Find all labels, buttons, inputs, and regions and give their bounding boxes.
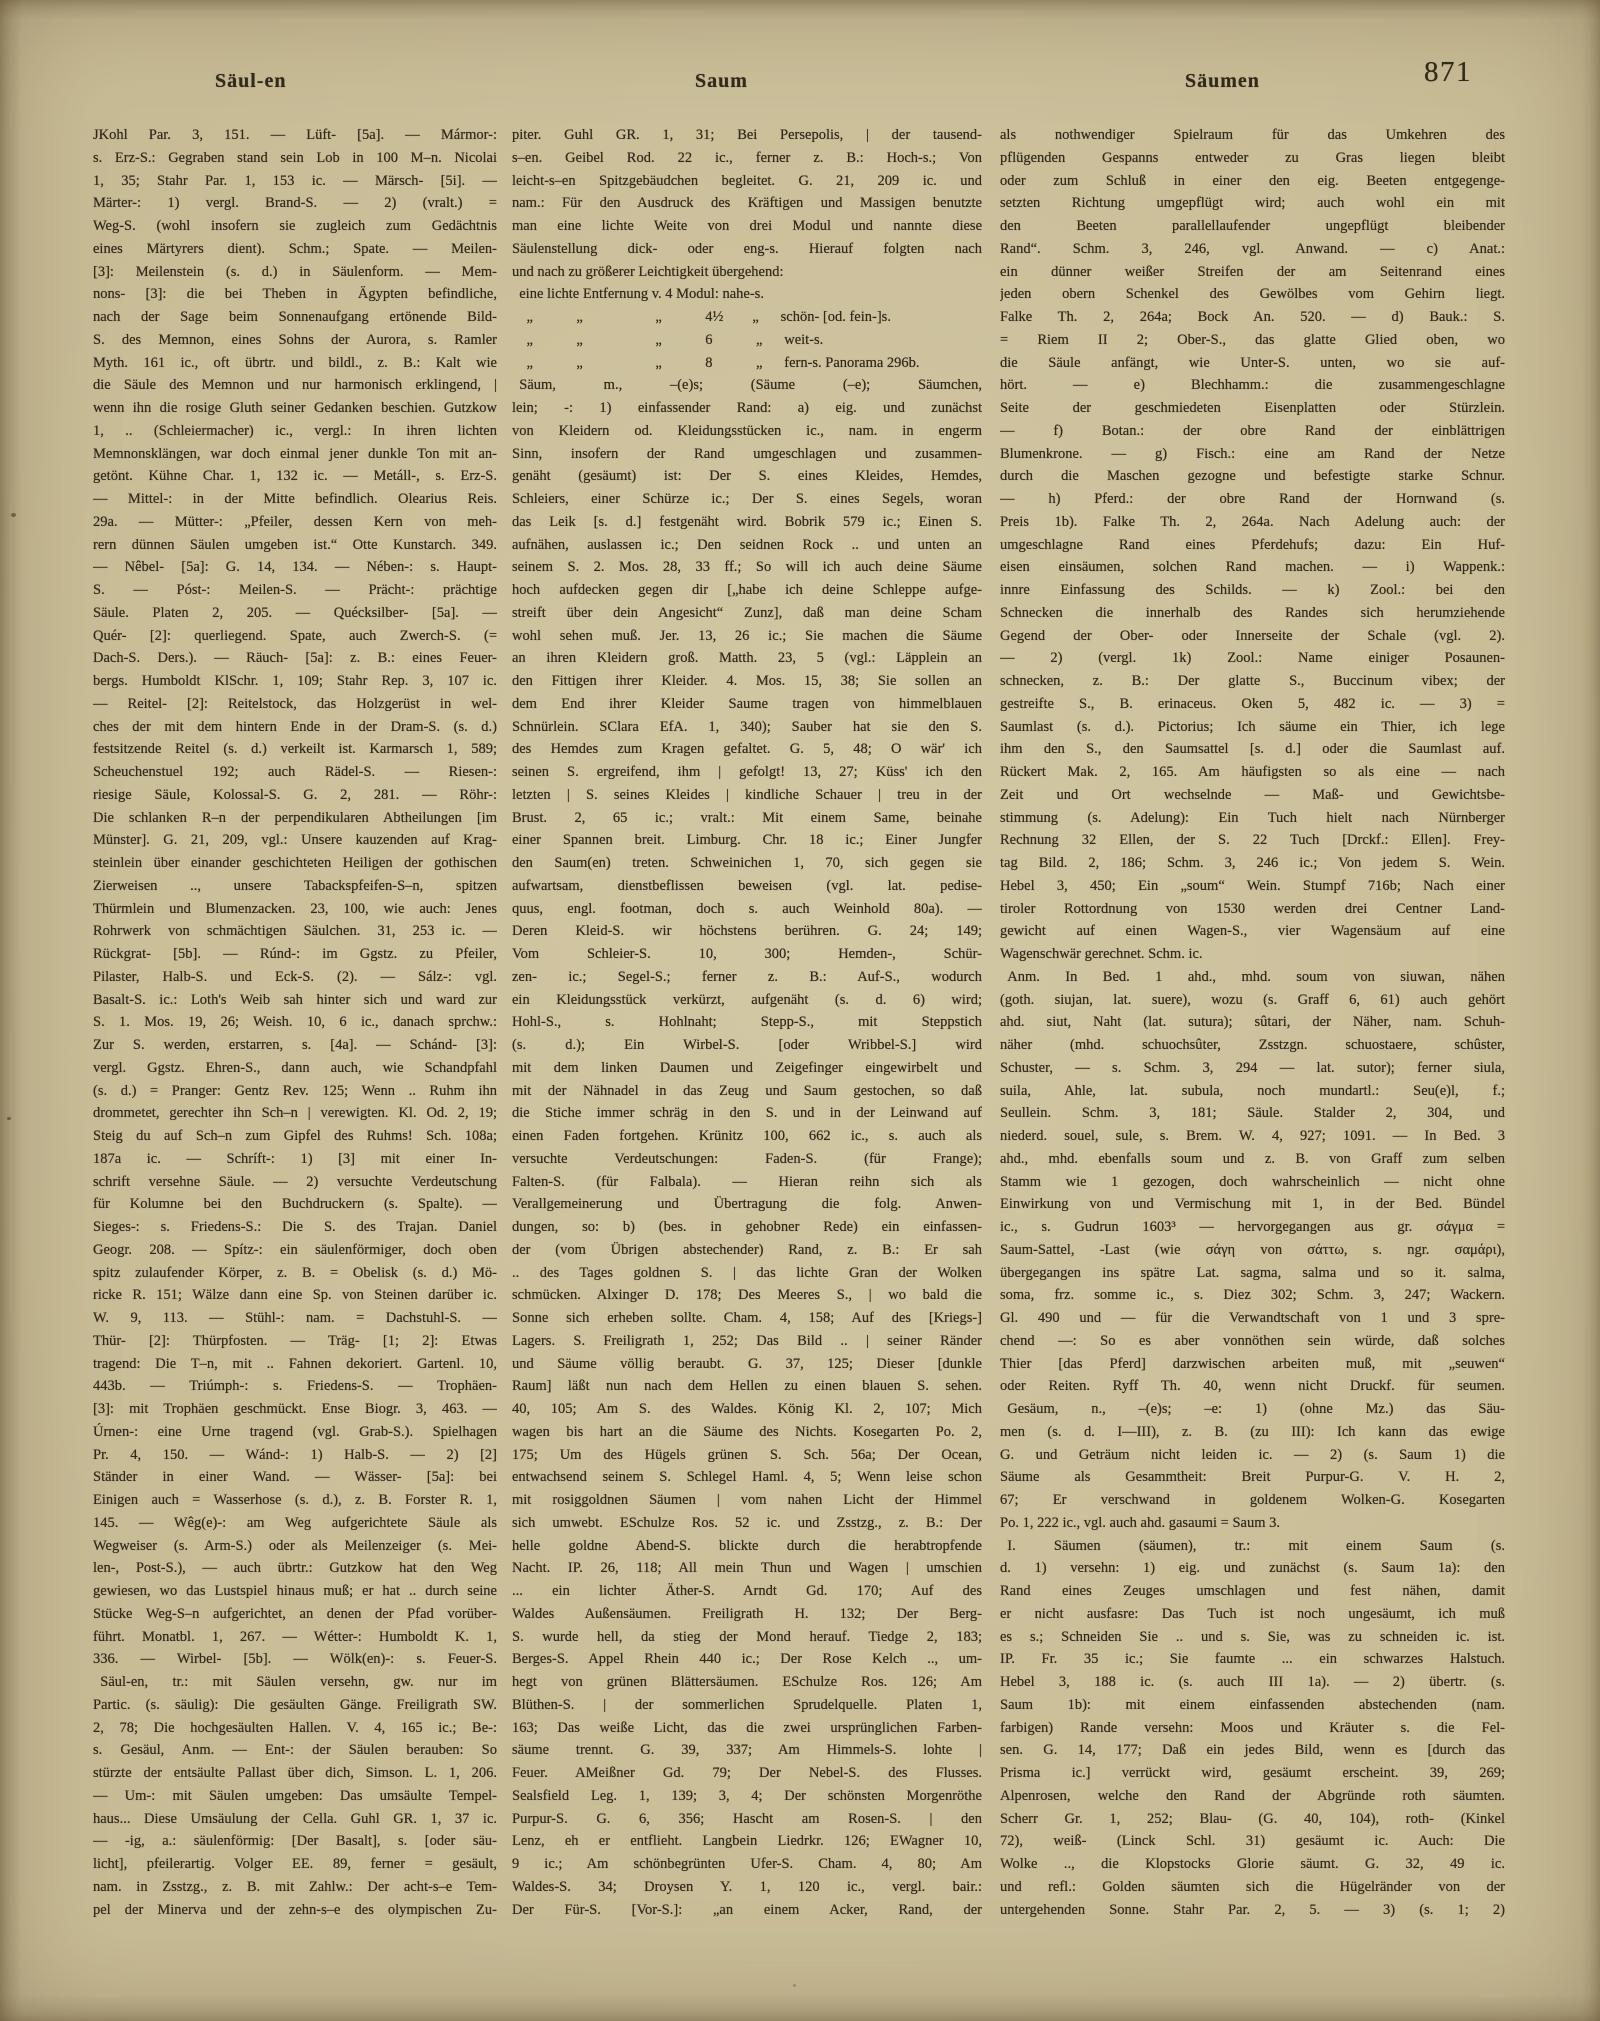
text-line: hoch aufdecken gegen dir [„habe ich deine Schleppe aufge- (512, 582, 982, 598)
text-line: Hohl-S., s. Hohlnaht; Stepp-S., mit Steppstich (512, 1014, 982, 1031)
text-line: Seite der geschmiedeten Eisenplatten oder Stürzlein. (1000, 400, 1505, 416)
text-line: Falten-S. (für Falbala). — Hieran reihn sich als (512, 1173, 982, 1190)
text-line: mit rosiggoldnen Säumen | vom nahen Licht der Himmel (512, 1492, 982, 1508)
text-line: er nicht ausfasre: Das Tuch ist noch ungesäumt, ich muß (1000, 1605, 1505, 1622)
text-line: 1, 35; Stahr Par. 1, 153 ic. — Märsch- [5i]. — (93, 172, 497, 189)
text-line: nam. in Zsstzg., z. B. mit Zahlw.: Der acht-s–e Tem- (93, 1878, 497, 1895)
text-line: vergl. Ggstz. Ehren-S., dann auch, wie Schandpfahl (93, 1059, 497, 1076)
text-line: stimmung (s. Adelung): Ein Tuch hielt nach Nürnberger (1000, 809, 1505, 826)
text-line: spitz zulaufender Körper, z. B. = Obelisk (s. d.) Mö- (93, 1264, 497, 1281)
text-line: 2, 78; Die hochgesäulten Hallen. V. 4, 165 ic.; Be-: (93, 1719, 497, 1736)
text-line: Lenz, eh er entflieht. Langbein Liedrkr. 126; EWagner 10, (512, 1833, 982, 1850)
text-line: hegt von grünen Blättersäumen. ESchulze Ros. 126; Am (512, 1674, 982, 1690)
text-line: sen. G. 14, 177; Daß ein jedes Bild, wenn es [durch das (1000, 1742, 1505, 1759)
text-line: „ „ „ 8 „ fern-s. Panorama 296b. (512, 354, 920, 371)
text-line: 29a. — Mütter-: „Pfeiler, dessen Kern von meh- (93, 513, 497, 530)
text-line: das Leik [s. d.] festgenäht wird. Bobrik 579 ic.; Einen S. (512, 513, 982, 530)
text-line: Gesäum, n., –(e)s; –e: 1) (ohne Mz.) das Säu- (1000, 1401, 1505, 1417)
text-line: den Saum(en) treten. Schweinichen 1, 70, sich gegen sie (512, 855, 982, 871)
text-line: die Säule anfängt, wie Unter-S. unten, wo sie auf- (1000, 354, 1505, 371)
text-line: — Mittel-: in der Mitte befindlich. Olearius Reis. (93, 491, 497, 507)
text-line: als nothwendiger Spielraum für das Umkehren des (1000, 127, 1505, 143)
text-line: Säulenstellung dick- oder eng-s. Hierauf folgten nach (512, 240, 982, 257)
text-line: — Reitel- [2]: Reitelstock, das Holzgerüst in wel- (93, 695, 497, 712)
text-line: untergehenden Sonne. Stahr Par. 2, 5. — 3) (s. 1; 2) (1000, 1901, 1505, 1918)
text-line: drommetet, gerechter ihn Sch–n | verewigten. Kl. Od. 2, 19; (93, 1105, 497, 1122)
text-line: Thür- [2]: Thürpfosten. — Träg- [1; 2]: Etwas (93, 1332, 497, 1349)
text-line: — Um-: mit Säulen umgeben: Das umsäulte Tempel- (93, 1787, 497, 1804)
text-line: von Kleidern od. Kleidungsstücken ic., nam. in engerm (512, 422, 982, 439)
text-line: Thürmlein und Blumenzacken. 23, 100, wie auch: Jenes (93, 900, 497, 917)
text-line: seinem S. 2. Mos. 28, 33 ff.; So will ich auch deine Säume (512, 559, 982, 576)
text-line: IP. Fr. 35 ic.; Sie faumte ... ein schwarzes Halstuch. (1000, 1651, 1505, 1668)
text-line: Preis 1b). Falke Th. 2, 264a. Nach Adelung auch: der (1000, 513, 1505, 530)
text-line: Wagenschwär gerechnet. Schm. ic. (1000, 946, 1203, 962)
text-line: 40, 105; Am S. des Waldes. König Kl. 2, 107; Mich (512, 1401, 982, 1417)
text-line: durch die Maschen gezogne und befestigte starke Schnur. (1000, 468, 1505, 485)
text-line: Scheuchenstuel 192; auch Rädel-S. — Riesen-: (93, 764, 497, 780)
text-line: festsitzende Reitel (s. d.) verkeilt ist. Karmarsch 1, 589; (93, 741, 497, 758)
text-line: Anm. In Bed. 1 ahd., mhd. soum von siuwan, nähen (1000, 968, 1505, 985)
text-line: soma, frz. somme ic., s. Diez 302; Schm. 3, 247; Wackern. (1000, 1287, 1505, 1304)
text-line: S. — Póst-: Meilen-S. — Prächt-: prächtige (93, 582, 497, 598)
text-line: nons- [3]: die bei Theben in Ägypten befindliche, (93, 286, 497, 303)
text-line: 175; Um des Hügels grünen S. Sch. 56a; Der Ocean, (512, 1446, 982, 1463)
text-line: Blüthen-S. | der sommerlichen Sprudelquelle. Platen 1, (512, 1696, 982, 1713)
text-line: Nacht. IP. 26, 118; All mein Thun und Wagen | umschien (512, 1560, 982, 1577)
text-line: Quér- [2]: querliegend. Spate, auch Zwerch-S. (= (93, 627, 497, 644)
text-line: Brust. 2, 65 ic.; vralt.: Mit einem Same, beinahe (512, 809, 982, 826)
guide-word-middle: Saum (695, 70, 748, 92)
text-line: mit dem linken Daumen und Zeigefinger eingewirbelt und (512, 1059, 982, 1076)
text-line: Ständer in einer Wand. — Wässer- [5a]: bei (93, 1469, 497, 1486)
text-line: Basalt-S. ic.: Loth's Weib sah hinter sich und ward zur (93, 991, 497, 1008)
text-line: die Säule des Memnon und nur harmonisch erklingend, | (93, 377, 497, 394)
text-line: tragend: Die T–n, mit .. Fahnen dekoriert. Gartenl. 10, (93, 1355, 497, 1372)
text-line: für Kolumne bei den Buchdruckern (s. Spalte). — (93, 1196, 497, 1213)
text-line: G. und Geträum nicht leiden ic. — 2) (s. Saum 1) die (1000, 1446, 1505, 1463)
text-line: Deren Kleid-S. wir höchstens berühren. G. 24; 149; (512, 923, 982, 940)
paper-speck (11, 513, 16, 517)
text-line: Rand eines Zeuges umschlagen und fest nähen, damit (1000, 1583, 1505, 1599)
paper-speck (793, 1984, 796, 1987)
text-line: den Fittigen ihrer Kleider. 4. Mos. 15, 38; Sie sollen an (512, 673, 982, 689)
text-line: chend —: So es aber vonnöthen sein würde, daß solches (1000, 1332, 1505, 1349)
text-line: ches der mit dem hintern Ende in der Dram-S. (s. d.) (93, 718, 497, 735)
text-line: Falke Th. 2, 264a; Bock An. 520. — d) Bauk.: S. (1000, 309, 1505, 325)
text-line: licht], pfeilerartig. Volger EE. 89, ferner = gesäult, (93, 1856, 497, 1872)
guide-word-right: Säumen (1185, 70, 1260, 92)
text-line: Pilaster, Halb-S. und Eck-S. (2). — Sálz-: vgl. (93, 968, 497, 985)
text-line: Partic. (s. säulig): Die gesäulten Gänge. Freiligrath SW. (93, 1696, 497, 1713)
text-line: innre Einfassung des Schilds. — k) Zool.: bei den (1000, 582, 1505, 598)
text-line: Zur S. werden, erstarren, s. [4a]. — Schánd- [3]: (93, 1037, 497, 1053)
text-line: helle goldne Abend-S. blickte durch die herabtropfende (512, 1537, 982, 1554)
text-line: Säul-en, tr.: mit Säulen versehn, gw. nur im (93, 1674, 497, 1690)
text-line: schmücken. Alxinger D. 178; Des Meeres S., | wo bald die (512, 1287, 982, 1304)
text-column-3 (1000, 124, 1505, 1921)
text-line: Saumlast (s. d.). Pictorius; Ich säume ein Thier, ich lege (1000, 718, 1505, 735)
text-line: [3]: mit Trophäen geschmückt. Ense Biogr. 3, 463. — (93, 1401, 497, 1417)
text-line: Sonne sich erheben sollte. Cham. 4, 158; Auf des [Kriegs-] (512, 1310, 982, 1326)
text-line: Purpur-S. G. 6, 356; Hascht am Rosen-S. | den (512, 1810, 982, 1827)
text-line: — 2) (vergl. 1k) Zool.: Name einiger Posaunen- (1000, 650, 1505, 667)
text-line: Wegweiser (s. Arm-S.) oder als Meilenzeiger (s. Mei- (93, 1537, 497, 1554)
text-line: Schleiers, einer Schürze ic.; Der S. eines Segels, woran (512, 491, 982, 507)
text-line: pel der Minerva und der zehn-s–e des olympischen Zu- (93, 1901, 497, 1918)
text-line: Schnecken die innerhalb des Randes sich herumziehende (1000, 604, 1505, 621)
text-column-2 (512, 124, 982, 1921)
text-line: suila, Ahle, lat. subula, noch mundartl.: Seu(e)l, f.; (1000, 1082, 1505, 1099)
text-line: pflügenden Gespanns entweder zu Gras liegen bleibt (1000, 149, 1505, 166)
text-line: ein Kleidungsstück verkürzt, aufgenäht (s. d. 6) wird; (512, 991, 982, 1008)
text-line: ic., s. Gudrun 1603³ — hervorgegangen aus gr. σάγμα = (1000, 1219, 1505, 1235)
text-line: lein; -: 1) einfassender Rand: a) eig. und zunächst (512, 400, 982, 416)
text-line: seinen S. ergreifend, ihm | gefolgt! 13, 27; Küss' ich den (512, 764, 982, 780)
text-line: Seullein. Schm. 3, 181; Säule. Stalder 2, 304, und (1000, 1105, 1505, 1122)
text-line: piter. Guhl GR. 1, 31; Bei Persepolis, | der tausend- (512, 127, 982, 143)
text-line: Steig du auf Sch–n zum Gipfel des Ruhms! Sch. 108a; (93, 1128, 497, 1144)
text-line: nach der Sage beim Sonnenaufgang ertönende Bild- (93, 309, 497, 325)
text-line: Saum-Sattel, -Last (wie σάγη von σάττω, s. ngr. σαμάρι), (1000, 1241, 1505, 1258)
text-line: Vom Schleier-S. 10, 300; Hemden-, Schür- (512, 946, 982, 962)
text-line: [3]: Meilenstein (s. d.) in Säulenform. — Mem- (93, 263, 497, 280)
text-line: Stücke Weg-S–n aufgerichtet, an denen der Pfad vorüber- (93, 1605, 497, 1622)
text-line: sich umwebt. ESchulze Ros. 52 ic. und Zsstzg., z. B.: Der (512, 1514, 982, 1531)
text-line: len-, Post-S.), — auch übrtr.: Gutzkow hat den Weg (93, 1560, 497, 1577)
text-line: W. 9, 113. — Stühl-: nam. = Dachstuhl-S. — (93, 1310, 497, 1326)
text-line: Rückert Mak. 2, 165. Am häufigsten so als eine — nach (1000, 764, 1505, 780)
text-line: aufnähen, auslassen ic.; Den seidnen Rock .. und unten an (512, 536, 982, 553)
text-line: 163; Das weiße Licht, das die zwei ursprünglichen Farben- (512, 1719, 982, 1736)
text-line: Sinn, insofern der Rand umgeschlagen und zusammen- (512, 445, 982, 462)
text-line: Die schlanken R–n der perpendikularen Abtheilungen [im (93, 809, 497, 826)
text-line: Úrnen-: eine Urne tragend (vgl. Grab-S.). Spielhagen (93, 1423, 497, 1440)
text-line: JKohl Par. 3, 151. — Lüft- [5a]. — Mármor-: (93, 127, 497, 143)
text-line: an ihren Kleidern groß. Matth. 23, 5 (vgl.: Läpplein an (512, 650, 982, 667)
text-line: farbigen) Rande versehn: Moos und Kräuter s. die Fel- (1000, 1719, 1505, 1736)
text-line: dungen, so: b) (bes. in gehobner Rede) ein einfassen- (512, 1219, 982, 1235)
text-line: s. Erz-S.: Gegraben stand sein Lob in 100 M–n. Nicolai (93, 149, 497, 166)
text-line: Stamm wie 1 gezogen, doch wahrscheinlich — nicht ohne (1000, 1173, 1505, 1190)
text-line: Schnürlein. SClara EfA. 1, 340); Sauber hat sie den S. (512, 718, 982, 735)
text-line: ihm den S., den Saumsattel [s. d.] oder die Saumlast auf. (1000, 741, 1505, 758)
text-line: Raum] läßt nun nach dem Hellen zu einen blauen S. sehen. (512, 1378, 982, 1395)
text-line: ricke R. 151; Wälze dann eine Sp. von Steinen darüber ic. (93, 1287, 497, 1304)
text-line: Münster]. G. 21, 209, vgl.: Unsere kauzenden auf Krag- (93, 832, 497, 849)
text-line: nam.: Für den Ausdruck des Kräftigen und Massigen benutzte (512, 195, 982, 212)
text-line: ein dünner weißer Streifen der am Seitenrand eines (1000, 263, 1505, 280)
text-line: Blumenkrone. — g) Fisch.: eine am Rand der Netze (1000, 445, 1505, 462)
text-line: eisen einsäumen, solchen Rand machen. — i) Wappenk.: (1000, 559, 1505, 576)
text-line: — f) Botan.: der obre Rand der einblättrigen (1000, 422, 1505, 439)
text-line: ahd., mhd. ebenfalls soum und z. B. von Graff zum selben (1000, 1150, 1505, 1167)
text-line: 72), weiß- (Linck Schl. 31) gesäumt ic. Auch: Die (1000, 1833, 1505, 1850)
text-line: eines Märtyrers dient). Schm.; Spate. — Meilen- (93, 240, 497, 257)
text-line: 145. — Wêg(e)-: am Weg aufgerichtete Säule als (93, 1514, 497, 1531)
text-line: ahd. siut, Naht (lat. sutura); sûtari, der Näher, nam. Schuh- (1000, 1014, 1505, 1031)
text-line: setzten Richtung umgepflügt wird; auch wohl ein mit (1000, 195, 1505, 212)
text-line: Zeit und Ort wechselnde — Maß- und Gewichtsbe- (1000, 786, 1505, 803)
text-line: Der Für-S. [Vor-S.]: „an einem Acker, Rand, der (512, 1901, 982, 1918)
text-line: ... ein lichter Äther-S. Arndt Gd. 170; Auf des (512, 1583, 982, 1599)
text-line: genäht (gesäumt) ist: Der S. eines Kleides, Hemdes, (512, 468, 982, 485)
text-line: tiroler Rottordnung von 1530 werden drei Centner Land- (1000, 900, 1505, 917)
text-line: Sealsfield Leg. 1, 139; 3, 4; Der schönsten Morgenröthe (512, 1787, 982, 1804)
text-line: I. Säumen (säumen), tr.: mit einem Saum (s. (1000, 1537, 1505, 1554)
text-line: leicht-s–en Spitzgebäudchen begleitet. G. 21, 209 ic. und (512, 172, 982, 189)
text-line: Rechnung 32 Ellen, der S. 22 Tuch [Drckf.: Ellen]. Frey- (1000, 832, 1505, 849)
text-line: des Hemdes zum Kragen gefaltet. G. 5, 48; O wär' ich (512, 741, 982, 758)
text-line: Schuster, — s. Schm. 3, 294 — lat. sutor); ferner siula, (1000, 1059, 1505, 1076)
text-line: .. des Tages goldnen S. | das lichte Gran der Wolken (512, 1264, 982, 1281)
text-line: hört. — e) Blechhamm.: die zusammengeschlagne (1000, 377, 1505, 394)
text-line: „ „ „ 4½ „ schön- [od. fein-]s. (512, 309, 891, 325)
text-line: Waldes Außensäumen. Freiligrath H. 132; Der Berg- (512, 1605, 982, 1622)
text-line: führt. Monatbl. 1, 267. — Wétter-: Humboldt K. 1, (93, 1628, 497, 1645)
text-line: „ „ „ 6 „ weit-s. (512, 331, 824, 348)
text-line: jeden obern Schenkel des Gewölbes vom Gehirn liegt. (1000, 286, 1505, 303)
text-line: Waldes-S. 34; Droysen Y. 1, 120 ic., vergl. bair.: (512, 1878, 982, 1895)
text-line: mit der Nähnadel in das Zeug und Saum gestochen, so daß (512, 1082, 982, 1099)
text-line: s. Gesäul, Anm. — Ent-: der Säulen berauben: So (93, 1742, 497, 1759)
text-line: Säule. Platen 2, 205. — Quécksilber- [5a]. — (93, 604, 497, 621)
text-line: übergegangen ins spätre Lat. sagma, salma und so it. salma, (1000, 1264, 1505, 1281)
text-line: und refl.: Golden säumten sich die Hügelränder von der (1000, 1878, 1505, 1895)
text-line: steinlein über einander geschichteten Heiligen der gothischen (93, 855, 497, 871)
text-line: und nach zu größerer Leichtigkeit übergehend: (512, 263, 784, 280)
text-line: näher (mhd. schuochsûter, Zsstzgn. schuostaere, schûster, (1000, 1037, 1505, 1053)
text-line: streift über dein Angesicht“ Zunz], daß man deine Scham (512, 604, 982, 621)
text-line: Gl. 490 und — für die Verwandtschaft von 1 und 3 spre- (1000, 1310, 1505, 1326)
text-line: 9 ic.; Am schönbegrünten Ufer-S. Cham. 4, 80; Am (512, 1856, 982, 1872)
text-line: haus... Diese Umsäulung der Cella. Guhl GR. 1, 37 ic. (93, 1810, 497, 1827)
text-line: der (vom Übrigen abstechender) Rand, z. B.: Er sah (512, 1241, 982, 1258)
text-line: Geogr. 208. — Spítz-: ein säulenförmiger, doch oben (93, 1241, 497, 1258)
text-line: einen Faden fortgehen. Krünitz 100, 662 ic., s. auch als (512, 1128, 982, 1144)
text-line: bergs. Humboldt KlSchr. 1, 109; Stahr Rep. 3, 107 ic. (93, 673, 497, 689)
text-column-1 (93, 124, 497, 1921)
text-line: einer Spannen breit. Limburg. Chr. 18 ic.; Einer Jungfer (512, 832, 982, 849)
text-line: wagen bis hart an die Säume des Nichts. Kosegarten Po. 2, (512, 1423, 982, 1440)
text-line: Zierweisen .., unsere Tabackspfeifen-S–n, spitzen (93, 877, 497, 894)
text-line: Berges-S. Appel Rhein 440 ic.; Der Rose Kelch .., um- (512, 1651, 982, 1668)
text-line: riesige Säule, Kolossal-S. G. 2, 281. — Röhr-: (93, 786, 497, 803)
text-line: es s.; Schneiden Sie .. und s. Sie, was zu schneiden ic. ist. (1000, 1628, 1505, 1645)
text-line: 1, .. (Schleiermacher) ic., vergl.: In ihren lichten (93, 422, 497, 439)
text-line: zen- ic.; Segel-S.; ferner z. B.: Auf-S., wodurch (512, 968, 982, 985)
text-line: d. 1) versehn: 1) eig. und zunächst (s. Saum 1a): den (1000, 1560, 1505, 1577)
text-line: stürzte der entsäulte Pallast über dich, Simson. L. 1, 206. (93, 1765, 497, 1781)
text-line: Sieges-: s. Friedens-S.: Die S. des Trajan. Daniel (93, 1219, 497, 1235)
text-line: Po. 1, 222 ic., vgl. auch ahd. gasaumi = Saum 3. (1000, 1514, 1281, 1531)
text-line: Thier [das Pferd] darzwischen arbeiten muß, mit „seuwen“ (1000, 1355, 1505, 1372)
text-line: men (s. d. I—III), z. B. (zu III): Ich kann das ewige (1000, 1423, 1505, 1440)
text-line: die Stiche immer schräg in den S. und in der Leinwand auf (512, 1105, 982, 1122)
text-line: niederd. souel, sule, s. Brem. W. 4, 927; 1091. — In Bed. 3 (1000, 1128, 1505, 1144)
text-line: Dach-S. Ders.). — Räuch- [5a]: z. B.: eines Feuer- (93, 650, 497, 667)
text-line: tag Bild. 2, 186; Schm. 3, 246 ic.; Von jedem S. Wein. (1000, 855, 1505, 871)
text-line: entwachsend seinem S. Schlegel Haml. 4, 5; Wenn leise schon (512, 1469, 982, 1486)
text-line: rern dünnen Säulen umgeben ist.“ Otte Kunstarch. 349. (93, 536, 497, 553)
text-line: — -ig, a.: säulenförmig: [Der Basalt], s. [oder säu- (93, 1833, 497, 1850)
page-number: 871 (1424, 56, 1472, 88)
text-line: quus, engl. footman, doch s. auch Weinhold 80a). — (512, 900, 982, 917)
text-line: schnecken, z. B.: Der glatte S., Buccinum vibex; der (1000, 673, 1505, 689)
text-line: säume trennt. G. 39, 337; Am Himmels-S. lohte | (512, 1742, 982, 1759)
text-line: oder zum Schluß in einer den eig. Beeten entgegenge- (1000, 172, 1505, 189)
text-line: Alpenrosen, welche den Rand der Abgründe roth säumten. (1000, 1787, 1505, 1804)
text-line: dem End ihrer Kleider Saume tragen von himmelblauen (512, 695, 982, 712)
text-line: Scherr Gr. 1, 252; Blau- (G. 40, 104), roth- (Kinkel (1000, 1810, 1505, 1827)
text-line: Weg-S. (wohl insofern sie zugleich zum Gedächtnis (93, 218, 497, 234)
text-line: Rohrwerk von schmächtigen Säulchen. 31, 253 ic. — (93, 923, 497, 940)
text-line: s–en. Geibel Rod. 22 ic., ferner z. B.: Hoch-s.; Von (512, 149, 982, 166)
text-line: 336. — Wirbel- [5b]. — Wölk(en)-: s. Feuer-S. (93, 1651, 497, 1668)
text-line: S. des Memnon, eines Sohns der Aurora, s. Ramler (93, 331, 497, 348)
text-line: gewicht auf einen Wagen-S., vier Wagensäum auf eine (1000, 923, 1505, 940)
text-line: 67; Er verschwand in goldenem Wolken-G. Kosegarten (1000, 1492, 1505, 1508)
text-line: Hebel 3, 188 ic. (s. auch III 1a). — 2) übertr. (s. (1000, 1674, 1505, 1690)
text-line: Saum 1b): mit einem einfassenden abstechenden (nam. (1000, 1696, 1505, 1713)
guide-word-left: Säul-en (215, 70, 287, 92)
text-line: 443b. — Triúmph-: s. Friedens-S. — Trophäen- (93, 1378, 497, 1395)
text-line: eine lichte Entfernung v. 4 Modul: nahe-s. (512, 286, 764, 303)
text-line: und Säume völlig beraubt. G. 37, 125; Dieser [dunkle (512, 1355, 982, 1372)
text-line: Lagers. S. Freiligrath 1, 252; Das Bild .. | seiner Ränder (512, 1332, 982, 1349)
text-line: Rückgrat- [5b]. — Rúnd-: im Ggstz. zu Pfeiler, (93, 946, 497, 962)
text-line: getönt. Kühne Char. 1, 132 ic. — Metáll-, s. Erz-S. (93, 468, 497, 485)
text-line: S. wurde hell, da stieg der Mond herauf. Tiedge 2, 183; (512, 1628, 982, 1645)
text-line: umgeschlagne Rand eines Pferdehufs; dazu: Ein Huf- (1000, 536, 1505, 553)
text-line: aufwartsam, dienstbeflissen beweisen (vgl. lat. pedise- (512, 877, 982, 894)
text-line: man eine lichte Weite von drei Modul und nannte diese (512, 218, 982, 234)
text-line: oder Reiten. Ryff Th. 40, wenn nicht Druckf. für seumen. (1000, 1378, 1505, 1395)
text-line: Märter-: 1) vergl. Brand-S. — 2) (vralt.) = (93, 195, 497, 212)
text-line: (goth. siujan, lat. suere), wozu (s. Graff 6, 61) auch gehört (1000, 991, 1505, 1008)
text-line: — Nêbel- [5a]: G. 14, 134. — Nében-: s. Haupt- (93, 559, 497, 576)
text-line: Pr. 4, 150. — Wánd-: 1) Halb-S. — 2) [2] (93, 1446, 497, 1463)
text-line: schrift versehne Säule. — 2) versuchte Verdeutschung (93, 1173, 497, 1190)
text-line: wenn ihn die rosige Gluth seiner Gedanken beschien. Gutzkow (93, 400, 497, 416)
text-line: den Beeten parallellaufender ungepflügt bleibender (1000, 218, 1505, 234)
text-line: 187a ic. — Schríft-: 1) [3] mit einer In- (93, 1150, 497, 1167)
text-line: Myth. 161 ic., oft übrtr. und bildl., z. B.: Kalt wie (93, 354, 497, 371)
text-line: Memnonsklängen, war doch einmal jener dunkle Ton mit an- (93, 445, 497, 462)
text-line: (s. d.) = Pranger: Gentz Rev. 125; Wenn .. Ruhm ihn (93, 1082, 497, 1099)
text-line: Einigen auch = Wasserhose (s. d.), z. B. Forster R. 1, (93, 1492, 497, 1508)
text-line: Rand“. Schm. 3, 246, vgl. Anwand. — c) Anat.: (1000, 240, 1505, 257)
text-line: gewiesen, wo das Lustspiel hinaus muß; er hat .. durch seine (93, 1583, 497, 1599)
text-line: letzten | S. seines Kleides | kindliche Schauer | treu in der (512, 786, 982, 803)
text-line: = Riem II 2; Ober-S., das glatte Glied oben, wo (1000, 331, 1505, 348)
text-line: Prisma ic.] verrückt wird, gesäumt erscheint. 39, 269; (1000, 1765, 1505, 1781)
text-line: Feuer. AMeißner Gd. 79; Der Nebel-S. des Flusses. (512, 1765, 982, 1781)
text-line: wohl sehen muß. Jer. 13, 26 ic.; Sie machen die Säume (512, 627, 982, 644)
text-line: S. 1. Mos. 19, 26; Weish. 10, 6 ic., danach sprchw.: (93, 1014, 497, 1031)
text-line: Hebel 3, 450; Ein „soum“ Wein. Stumpf 716b; Nach einer (1000, 877, 1505, 894)
text-line: Gegend der Ober- oder Innerseite der Schale (vgl. 2). (1000, 627, 1505, 644)
text-line: gestreifte S., B. erinaceus. Oken 5, 482 ic. — 3) = (1000, 695, 1505, 712)
text-line: Wolke .., die Klopstocks Glorie säumt. G. 32, 49 ic. (1000, 1856, 1505, 1872)
text-line: Säume als Gesammtheit: Breit Purpur-G. V. H. 2, (1000, 1469, 1505, 1486)
text-line: versuchte Verdeutschungen: Faden-S. (für Frange); (512, 1150, 982, 1167)
paper-speck (7, 1117, 11, 1120)
text-line: — h) Pferd.: der obre Rand der Hornwand (s. (1000, 491, 1505, 507)
text-line: (s. d.); Ein Wirbel-S. [oder Wribbel-S.] wird (512, 1037, 982, 1053)
text-line: Verallgemeinerung und Übertragung die folg. Anwen- (512, 1196, 982, 1213)
text-line: Säum, m., –(e)s; (Säume (–e); Säumchen, (512, 377, 982, 394)
text-line: Einwirkung von und Vermischung mit 1, in der Bed. Bündel (1000, 1196, 1505, 1213)
